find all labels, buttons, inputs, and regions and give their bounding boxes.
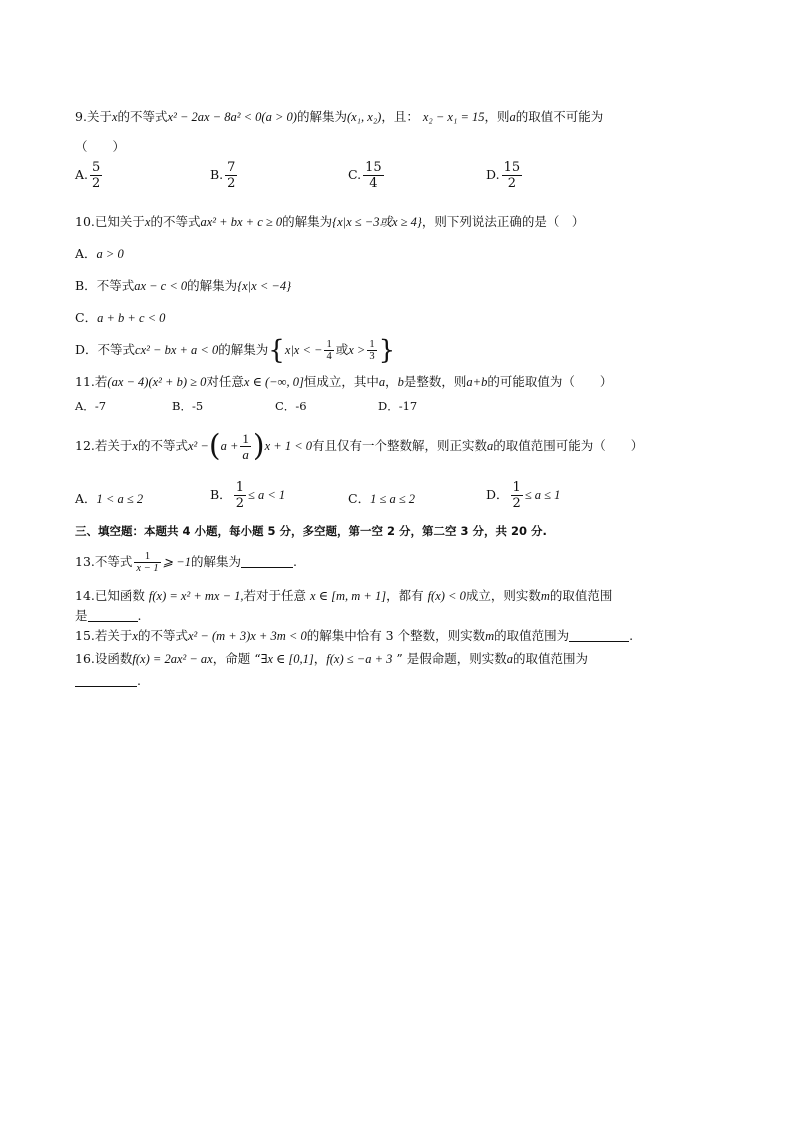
math-function: f(x) = x² + mx − 1, <box>148 589 244 603</box>
text: 的解集为 <box>187 278 238 293</box>
option-label: C. <box>348 167 362 182</box>
numerator: 1 <box>326 339 332 350</box>
math-expression: a > 0 <box>96 247 124 261</box>
text: 的解集中恰有 3 个整数，则实数 <box>306 628 486 643</box>
q12-option-d <box>486 480 560 511</box>
text: ， <box>313 651 327 666</box>
math-var: x <box>132 439 138 453</box>
question-12 <box>75 428 643 464</box>
denominator: 4 <box>326 351 332 362</box>
question-number: 15. <box>75 628 95 643</box>
fraction <box>234 480 246 511</box>
q12-option-c <box>348 484 415 514</box>
option-label: C． <box>348 491 371 506</box>
math-expression: a + b + c < 0 <box>97 311 166 325</box>
numerator: 15 <box>503 160 521 175</box>
question-number: 10. <box>75 214 95 229</box>
math-var: a <box>487 439 494 453</box>
fraction <box>324 339 333 362</box>
text: 不等式 <box>94 554 133 569</box>
text: ，命题 “ <box>212 651 261 666</box>
denominator: 2 <box>227 176 236 191</box>
denominator: 2 <box>512 496 521 511</box>
question-16 <box>75 650 588 668</box>
question-number: 14. <box>75 588 95 603</box>
question-13 <box>75 544 297 580</box>
numerator: 7 <box>227 160 236 175</box>
math-expression: a+b <box>466 375 488 389</box>
fraction <box>225 160 237 191</box>
text: . <box>292 554 297 569</box>
math-proposition: f(x) ≤ −a + 3 <box>326 652 393 666</box>
text: 的解集为 <box>190 554 241 569</box>
q9-option-d <box>486 160 524 191</box>
fraction <box>134 551 160 574</box>
q11-option-d <box>378 398 417 414</box>
text: 恒成立，其中 <box>303 374 379 389</box>
numerator: 1 <box>235 480 244 495</box>
text: 的解集为 <box>218 342 269 357</box>
text: . <box>137 673 141 688</box>
math-var: x <box>132 629 138 643</box>
question-number: 13. <box>75 554 95 569</box>
math-var: b <box>397 375 404 389</box>
option-label: C． <box>75 310 98 325</box>
denominator: 2 <box>92 176 101 191</box>
math-expression: ⩾ −1 <box>162 555 191 569</box>
math-expression: ≤ a ≤ 1 <box>524 488 561 502</box>
text: ，都有 <box>386 588 424 603</box>
numerator: 1 <box>512 480 521 495</box>
fraction <box>240 431 251 462</box>
math-condition: x₂ − x₁ = 15 <box>422 110 485 124</box>
numerator: 1 <box>369 339 375 350</box>
text: 是 <box>75 608 88 623</box>
text: 的解集为 <box>282 214 333 229</box>
q12-option-a <box>75 484 143 514</box>
text: 的取值不可能为 <box>515 109 604 124</box>
question-14 <box>75 587 612 605</box>
math-domain: x ∈ (−∞, 0] <box>243 375 304 389</box>
option-label: B. <box>210 167 224 182</box>
numerator: 1 <box>134 551 160 563</box>
math-expression: 1 < a ≤ 2 <box>96 492 144 506</box>
answer-blank[interactable] <box>75 673 137 687</box>
text: 若 <box>94 374 108 389</box>
option-label: D． <box>486 487 509 502</box>
denominator: a <box>242 447 249 462</box>
denominator: 2 <box>507 176 516 191</box>
question-9-paren: （ ） <box>75 139 126 154</box>
q9-option-b <box>210 160 239 191</box>
math-var: a <box>506 652 513 666</box>
text: 若关于 <box>94 438 133 453</box>
denominator: 4 <box>369 176 378 191</box>
answer-blank[interactable] <box>569 628 629 642</box>
math-part: x² − <box>187 439 209 453</box>
left-brace: { <box>268 335 285 366</box>
option-label: D． <box>75 342 98 357</box>
math-proposition: ∃x ∈ [0,1] <box>260 652 314 666</box>
q11-option-b <box>172 398 203 414</box>
option-label: B． <box>172 399 192 413</box>
q12-option-b <box>210 480 285 511</box>
text: ” 是假命题，则实数 <box>392 651 507 666</box>
question-9 <box>75 108 603 126</box>
denominator: 2 <box>235 496 244 511</box>
fraction <box>363 160 384 191</box>
option-value: -5 <box>191 399 204 413</box>
math-set-part: x > <box>348 343 366 357</box>
math-var: x <box>111 110 118 124</box>
question-11 <box>75 373 612 391</box>
text: 关于 <box>86 109 112 124</box>
text: 有且仅有一个整数解，则正实数 <box>312 438 488 453</box>
option-label: A． <box>75 399 95 413</box>
text: 的取值范围为 <box>512 651 588 666</box>
text: 的解集为 <box>296 109 347 124</box>
math-inequality: ax² + bx + c ≥ 0 <box>200 215 283 229</box>
math-expression: 1 ≤ a ≤ 2 <box>370 492 416 506</box>
math-solution-set: {x|x < −4} <box>237 279 292 293</box>
question-number: 11. <box>75 374 95 389</box>
text: 已知函数 <box>94 588 145 603</box>
q10-option-c <box>75 309 165 327</box>
option-label: C． <box>275 399 296 413</box>
answer-blank[interactable] <box>241 554 293 568</box>
right-paren: ) <box>252 428 265 464</box>
math-expression: cx² − bx + a < 0 <box>135 343 219 357</box>
q10-option-d <box>75 336 395 364</box>
text: ，则 <box>484 109 510 124</box>
option-label: B． <box>210 487 232 502</box>
option-label: A． <box>75 491 97 506</box>
right-brace: } <box>378 335 396 366</box>
math-expression: ≤ a < 1 <box>247 488 286 502</box>
math-var: m <box>485 629 495 643</box>
option-label: A． <box>75 246 97 261</box>
text: 的可能取值为（ ） <box>487 374 613 389</box>
text: 的不等式 <box>117 109 168 124</box>
q9-option-a <box>75 160 104 191</box>
text: 若对于任意 <box>243 588 307 603</box>
text: 对任意 <box>206 374 244 389</box>
text: 或 <box>335 342 349 357</box>
option-label: D. <box>486 167 500 182</box>
text: ， <box>385 374 398 389</box>
text: 的取值范围 <box>549 588 613 603</box>
math-var: a <box>378 375 386 389</box>
question-10 <box>75 213 584 231</box>
text: . <box>137 608 142 623</box>
text: 设函数 <box>94 651 133 666</box>
option-label: B． <box>75 278 97 293</box>
math-part: a + <box>220 439 239 453</box>
text: ，则下列说法正确的是（ ） <box>421 214 585 229</box>
text: 的取值范围可能为（ ） <box>493 438 644 453</box>
math-expression: ax − c < 0 <box>134 279 188 293</box>
numerator: 15 <box>365 160 382 175</box>
question-number: 12. <box>75 438 95 453</box>
text: 的不等式 <box>137 438 188 453</box>
q11-option-a <box>75 398 106 414</box>
math-inequality: x² − 2ax − 8a² < 0(a > 0) <box>167 110 297 124</box>
left-paren: ( <box>208 428 221 464</box>
math-expression: (ax − 4)(x² + b) ≥ 0 <box>107 375 207 389</box>
numerator: 1 <box>242 431 249 446</box>
math-set-part: x|x < − <box>284 343 323 357</box>
math-var: x <box>144 215 151 229</box>
text: 的不等式 <box>150 214 201 229</box>
text: 的取值范围为 <box>494 628 570 643</box>
q10-option-b <box>75 277 291 295</box>
math-domain: x ∈ [m, m + 1] <box>310 589 387 603</box>
question-number: 9. <box>75 109 87 124</box>
text: 的不等式 <box>137 628 188 643</box>
text: 已知关于 <box>94 214 145 229</box>
fraction <box>367 339 376 362</box>
fraction <box>90 160 102 191</box>
math-var: a <box>509 110 516 124</box>
question-16-continued <box>75 672 141 690</box>
fraction <box>502 160 523 191</box>
answer-blank[interactable] <box>88 608 138 622</box>
option-label: D． <box>378 399 399 413</box>
math-var: m <box>540 589 550 603</box>
text: . <box>629 628 634 643</box>
option-value: -7 <box>94 399 107 413</box>
text: 不等式 <box>96 278 135 293</box>
math-solution-set: (x₁, x₂) <box>346 110 382 124</box>
section-heading: 三、填空题：本题共 4 小题，每小题 5 分，多空题，第一空 2 分，第二空 3 分，共 20 分. <box>75 524 547 538</box>
denominator: x − 1 <box>136 563 159 574</box>
fraction <box>511 480 523 511</box>
text: 不等式 <box>97 342 136 357</box>
numerator: 5 <box>92 160 101 175</box>
math-inequality: x² − (m + 3)x + 3m < 0 <box>187 629 307 643</box>
math-function: f(x) = 2ax² − ax <box>132 652 213 666</box>
math-solution-set: {x|x ≤ −3或x ≥ 4} <box>332 215 422 229</box>
question-14-continued <box>75 607 142 625</box>
text: ，且： <box>381 109 419 124</box>
math-condition: f(x) < 0 <box>427 589 466 603</box>
option-value: -6 <box>295 399 307 413</box>
q9-option-c <box>348 160 386 191</box>
q10-option-a <box>75 245 124 263</box>
option-value: -17 <box>398 399 418 413</box>
math-part: x + 1 < 0 <box>264 439 313 453</box>
text: 成立，则实数 <box>465 588 541 603</box>
question-number: 16. <box>75 651 95 666</box>
text: 是整数，则 <box>403 374 467 389</box>
question-15 <box>75 627 633 645</box>
q11-option-c <box>275 398 307 414</box>
option-label: A. <box>75 167 89 182</box>
denominator: 3 <box>369 351 375 362</box>
text: 若关于 <box>94 628 133 643</box>
